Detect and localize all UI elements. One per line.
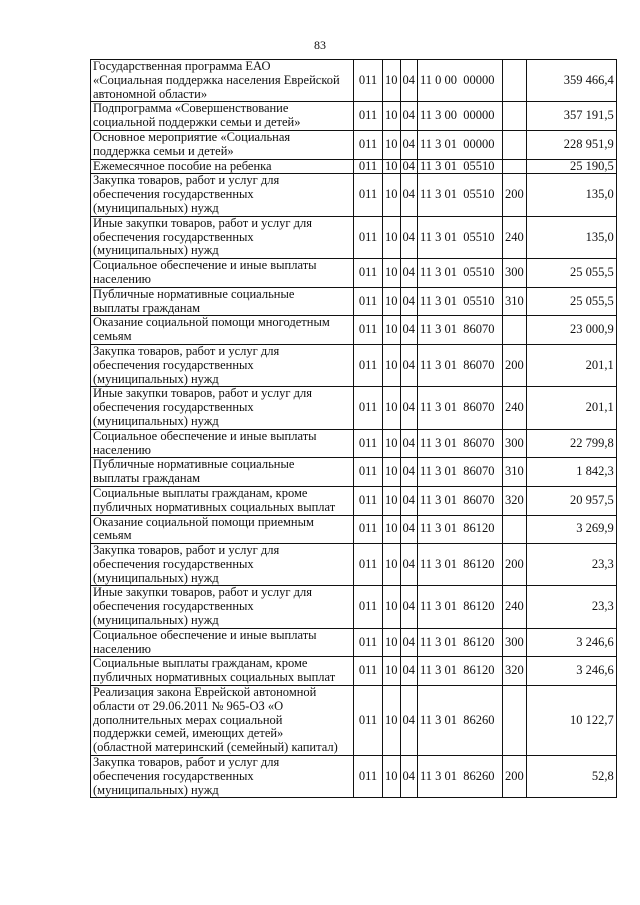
row-name-cell: Публичные нормативные социальные выплаты гражданам: [91, 458, 354, 487]
section-code-cell: 10: [383, 60, 401, 102]
subsection-code-cell: 04: [400, 486, 418, 515]
target-article-code-cell: 11 3 01 86120: [418, 628, 503, 657]
table-row: [91, 628, 617, 657]
subsection-code-cell: 04: [400, 544, 418, 586]
ministry-code-cell: 011: [354, 174, 383, 216]
row-name-cell: Социальные выплаты гражданам, кроме публичных нормативных социальных выплат: [91, 486, 354, 515]
amount-cell: 25 190,5: [526, 159, 616, 174]
table-row: [91, 316, 617, 345]
subsection-code-cell: 04: [400, 686, 418, 756]
row-name-cell: Иные закупки товаров, работ и услуг для обеспечения государственных (муниципальных) нужд: [91, 387, 354, 429]
amount-cell: 135,0: [526, 174, 616, 216]
section-code-cell: 10: [383, 486, 401, 515]
expense-type-code-cell: 310: [503, 458, 527, 487]
table-row: [91, 387, 617, 429]
ministry-code-cell: 011: [354, 216, 383, 258]
amount-cell: 3 246,6: [526, 657, 616, 686]
row-name-cell: Основное мероприятие «Социальная поддержка семьи и детей»: [91, 130, 354, 159]
amount-cell: 52,8: [526, 756, 616, 798]
section-code-cell: 10: [383, 628, 401, 657]
target-article-code-cell: 11 3 01 05510: [418, 174, 503, 216]
ministry-code-cell: 011: [354, 515, 383, 544]
amount-cell: 359 466,4: [526, 60, 616, 102]
target-article-code-cell: 11 3 00 00000: [418, 102, 503, 131]
subsection-code-cell: 04: [400, 429, 418, 458]
amount-cell: 3 246,6: [526, 628, 616, 657]
section-code-cell: 10: [383, 316, 401, 345]
section-code-cell: 10: [383, 216, 401, 258]
expense-type-code-cell: 310: [503, 287, 527, 316]
amount-cell: 25 055,5: [526, 287, 616, 316]
subsection-code-cell: 04: [400, 387, 418, 429]
target-article-code-cell: 11 3 01 05510: [418, 287, 503, 316]
expense-type-code-cell: 200: [503, 344, 527, 386]
target-article-code-cell: 11 3 01 86260: [418, 686, 503, 756]
table-row: [91, 60, 617, 102]
amount-cell: 25 055,5: [526, 259, 616, 288]
expense-type-code-cell: [503, 60, 527, 102]
ministry-code-cell: 011: [354, 130, 383, 159]
row-name-cell: Закупка товаров, работ и услуг для обеспечения государственных (муниципальных) нужд: [91, 756, 354, 798]
ministry-code-cell: 011: [354, 316, 383, 345]
ministry-code-cell: 011: [354, 657, 383, 686]
section-code-cell: 10: [383, 515, 401, 544]
section-code-cell: 10: [383, 102, 401, 131]
subsection-code-cell: 04: [400, 159, 418, 174]
table-row: [91, 159, 617, 174]
table-row: [91, 686, 617, 756]
target-article-code-cell: 11 3 01 86070: [418, 316, 503, 345]
table-row: [91, 429, 617, 458]
amount-cell: 23,3: [526, 586, 616, 628]
expense-type-code-cell: 240: [503, 387, 527, 429]
section-code-cell: 10: [383, 344, 401, 386]
row-name-cell: Социальное обеспечение и иные выплаты населению: [91, 628, 354, 657]
table-row: [91, 515, 617, 544]
expense-type-code-cell: 300: [503, 429, 527, 458]
subsection-code-cell: 04: [400, 287, 418, 316]
table-row: [91, 130, 617, 159]
expense-type-code-cell: [503, 159, 527, 174]
section-code-cell: 10: [383, 657, 401, 686]
section-code-cell: 10: [383, 458, 401, 487]
row-name-cell: Социальное обеспечение и иные выплаты населению: [91, 429, 354, 458]
subsection-code-cell: 04: [400, 60, 418, 102]
expense-type-code-cell: 300: [503, 628, 527, 657]
expense-type-code-cell: 320: [503, 657, 527, 686]
target-article-code-cell: 11 0 00 00000: [418, 60, 503, 102]
row-name-cell: Иные закупки товаров, работ и услуг для обеспечения государственных (муниципальных) нужд: [91, 586, 354, 628]
target-article-code-cell: 11 3 01 05510: [418, 216, 503, 258]
table-row: [91, 544, 617, 586]
table-row: [91, 216, 617, 258]
subsection-code-cell: 04: [400, 657, 418, 686]
section-code-cell: 10: [383, 756, 401, 798]
row-name-cell: Реализация закона Еврейской автономной области от 29.06.2011 № 965-ОЗ «О дополнительных мерах социальной поддержки семей, имеющих детей» (областной материнский (семейный) капитал): [91, 686, 354, 756]
amount-cell: 228 951,9: [526, 130, 616, 159]
expense-type-code-cell: [503, 515, 527, 544]
target-article-code-cell: 11 3 01 86120: [418, 515, 503, 544]
table-row: [91, 174, 617, 216]
amount-cell: 20 957,5: [526, 486, 616, 515]
budget-table-body: [91, 60, 617, 798]
expense-type-code-cell: 300: [503, 259, 527, 288]
row-name-cell: Публичные нормативные социальные выплаты гражданам: [91, 287, 354, 316]
table-row: [91, 102, 617, 131]
target-article-code-cell: 11 3 01 86070: [418, 458, 503, 487]
section-code-cell: 10: [383, 586, 401, 628]
subsection-code-cell: 04: [400, 259, 418, 288]
row-name-cell: Оказание социальной помощи многодетным семьям: [91, 316, 354, 345]
target-article-code-cell: 11 3 01 00000: [418, 130, 503, 159]
ministry-code-cell: 011: [354, 544, 383, 586]
expense-type-code-cell: 200: [503, 756, 527, 798]
ministry-code-cell: 011: [354, 486, 383, 515]
amount-cell: 23,3: [526, 544, 616, 586]
target-article-code-cell: 11 3 01 86120: [418, 657, 503, 686]
target-article-code-cell: 11 3 01 86120: [418, 544, 503, 586]
amount-cell: 22 799,8: [526, 429, 616, 458]
ministry-code-cell: 011: [354, 287, 383, 316]
ministry-code-cell: 011: [354, 159, 383, 174]
table-row: [91, 287, 617, 316]
section-code-cell: 10: [383, 387, 401, 429]
row-name-cell: Социальные выплаты гражданам, кроме публичных нормативных социальных выплат: [91, 657, 354, 686]
expense-type-code-cell: [503, 316, 527, 345]
ministry-code-cell: 011: [354, 686, 383, 756]
row-name-cell: Иные закупки товаров, работ и услуг для обеспечения государственных (муниципальных) нужд: [91, 216, 354, 258]
ministry-code-cell: 011: [354, 756, 383, 798]
section-code-cell: 10: [383, 287, 401, 316]
row-name-cell: Государственная программа ЕАО «Социальная поддержка населения Еврейской автономной области»: [91, 60, 354, 102]
ministry-code-cell: 011: [354, 60, 383, 102]
ministry-code-cell: 011: [354, 102, 383, 131]
amount-cell: 1 842,3: [526, 458, 616, 487]
amount-cell: 201,1: [526, 344, 616, 386]
subsection-code-cell: 04: [400, 216, 418, 258]
target-article-code-cell: 11 3 01 05510: [418, 259, 503, 288]
target-article-code-cell: 11 3 01 05510: [418, 159, 503, 174]
ministry-code-cell: 011: [354, 586, 383, 628]
subsection-code-cell: 04: [400, 316, 418, 345]
row-name-cell: Подпрограмма «Совершенствование социальной поддержки семьи и детей»: [91, 102, 354, 131]
row-name-cell: Закупка товаров, работ и услуг для обеспечения государственных (муниципальных) нужд: [91, 544, 354, 586]
budget-table: [90, 59, 617, 798]
ministry-code-cell: 011: [354, 259, 383, 288]
expense-type-code-cell: [503, 130, 527, 159]
target-article-code-cell: 11 3 01 86070: [418, 344, 503, 386]
section-code-cell: 10: [383, 259, 401, 288]
amount-cell: 201,1: [526, 387, 616, 429]
expense-type-code-cell: 320: [503, 486, 527, 515]
table-row: [91, 486, 617, 515]
amount-cell: 3 269,9: [526, 515, 616, 544]
ministry-code-cell: 011: [354, 387, 383, 429]
section-code-cell: 10: [383, 159, 401, 174]
table-row: [91, 756, 617, 798]
amount-cell: 23 000,9: [526, 316, 616, 345]
ministry-code-cell: 011: [354, 429, 383, 458]
row-name-cell: Социальное обеспечение и иные выплаты населению: [91, 259, 354, 288]
table-row: [91, 458, 617, 487]
ministry-code-cell: 011: [354, 344, 383, 386]
expense-type-code-cell: [503, 102, 527, 131]
subsection-code-cell: 04: [400, 102, 418, 131]
amount-cell: 10 122,7: [526, 686, 616, 756]
section-code-cell: 10: [383, 429, 401, 458]
ministry-code-cell: 011: [354, 628, 383, 657]
row-name-cell: Оказание социальной помощи приемным семьям: [91, 515, 354, 544]
table-row: [91, 586, 617, 628]
table-row: [91, 657, 617, 686]
section-code-cell: 10: [383, 686, 401, 756]
table-row: [91, 259, 617, 288]
section-code-cell: 10: [383, 544, 401, 586]
expense-type-code-cell: 240: [503, 216, 527, 258]
expense-type-code-cell: 200: [503, 544, 527, 586]
subsection-code-cell: 04: [400, 458, 418, 487]
target-article-code-cell: 11 3 01 86070: [418, 486, 503, 515]
subsection-code-cell: 04: [400, 628, 418, 657]
page-number: 83: [314, 38, 326, 52]
target-article-code-cell: 11 3 01 86260: [418, 756, 503, 798]
expense-type-code-cell: 240: [503, 586, 527, 628]
target-article-code-cell: 11 3 01 86070: [418, 429, 503, 458]
section-code-cell: 10: [383, 174, 401, 216]
subsection-code-cell: 04: [400, 174, 418, 216]
subsection-code-cell: 04: [400, 344, 418, 386]
row-name-cell: Закупка товаров, работ и услуг для обеспечения государственных (муниципальных) нужд: [91, 344, 354, 386]
subsection-code-cell: 04: [400, 515, 418, 544]
table-row: [91, 344, 617, 386]
target-article-code-cell: 11 3 01 86070: [418, 387, 503, 429]
section-code-cell: 10: [383, 130, 401, 159]
amount-cell: 135,0: [526, 216, 616, 258]
subsection-code-cell: 04: [400, 130, 418, 159]
subsection-code-cell: 04: [400, 756, 418, 798]
ministry-code-cell: 011: [354, 458, 383, 487]
expense-type-code-cell: [503, 686, 527, 756]
subsection-code-cell: 04: [400, 586, 418, 628]
expense-type-code-cell: 200: [503, 174, 527, 216]
target-article-code-cell: 11 3 01 86120: [418, 586, 503, 628]
row-name-cell: Закупка товаров, работ и услуг для обеспечения государственных (муниципальных) нужд: [91, 174, 354, 216]
row-name-cell: Ежемесячное пособие на ребенка: [91, 159, 354, 174]
amount-cell: 357 191,5: [526, 102, 616, 131]
